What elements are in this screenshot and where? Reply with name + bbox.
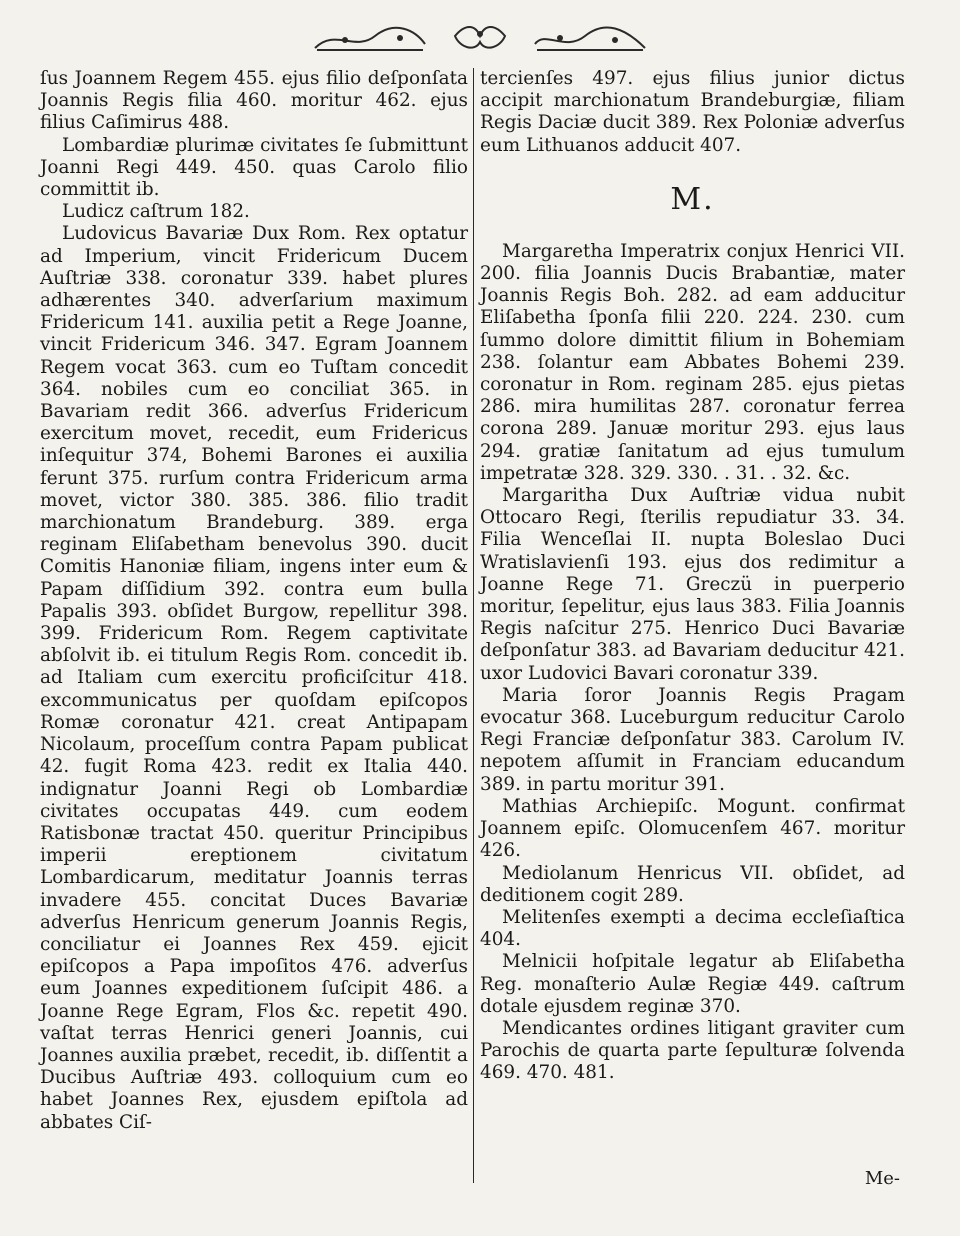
- index-entry: Lombardiæ plurimæ civitates ſe ſubmittunt Joanni Regi 449. 450. quas Carolo filio committit ib.: [40, 134, 468, 201]
- catchword: Me-: [864, 1168, 900, 1189]
- index-entry: Ludovicus Bavariæ Dux Rom. Rex optatur ad Imperium, vincit Fridericum Ducem Auſtriæ 338. coronatur 339. habet plures adhærentes 340. adverſarium maximum Fridericum 141. auxilia petit a Rege Joanne, vincit Fridericum 346. 347. Egram Joannem Regem vocat 363. cum eo Tuſtam concedit 364. nobiles cum eo conciliat 365. in Bavariam redit 366. adverſus Fridericum exercitum movet, recedit, eum Fridericus inſequitur 374, Bohemi Barones ei auxilia ferunt 375. rurſum contra Fridericum arma movet, victor 380. 385. 386. filio tradit marchionatum Brandeburg. 389. erga reginam Eliſabetham benevolus 390. ducit Comitis Hanoniæ filiam, ingens inter eum & Papam diſſidium 392. contra eum bulla Papalis 393. obſidet Burgow, repellitur 398. 399. Fridericum Rom. Regem captivitate abſolvit ib. ei titulum Regis Rom. concedit ib. ad Italiam cum exercitu proficiſcitur 418. excommunicatus per quoſdam epiſcopos Romæ coronatur 421. creat Antipapam Nicolaum, proceſſum contra Papam publicat 42. fugit Roma 423. redit ex Italia 440. indignatur Joanni Regi ob Lombardiæ civitates occupatas 449. cum eodem Ratisbonæ tractat 450. queritur Principibus imperii ereptionem civitatum Lombardicarum, meditatur Joannis terras invadere 455. concitat Duces Bavariæ adverſus Henricum generum Joannis Regis, conciliatur ei Joannes Rex 459. ejicit epiſcopos a Papa impoſitos 476. adverſus eum Joannes expeditionem ſuſcipit 486. a Joanne Rege Egram, Flos &c. repetit 490. vaſtat terras Henrici generi Joannis, cui Joannes auxilia præbet, recedit, ib. diſſentit a Ducibus Auſtriæ 493. colloquium cum eo habet Joannes Rex, ejusdem epiſtola ad abbates Ciſ-: [40, 223, 468, 1133]
- index-entry: Margaritha Dux Auſtriæ vidua nubit Ottocaro Regi, ſterilis repudiatur 33. 34. Filia Wenceſlai II. nupta Boleslao Duci Wratislavienſi 193. ejus dos redimitur a Joanne Rege 71. Greczü in puerperio moritur, ſepelitur, ejus laus 383. Filia Joannis Regis naſcitur 275. Henrico Duci Bavariæ deſponſatur 383. ad Bavariam deducitur 421. uxor Ludovici Bavari coronatur 339.: [480, 485, 905, 684]
- index-entry: Maria ſoror Joannis Regis Pragam evocatur 368. Luceburgum reducitur Carolo Regi Franciæ deſponſatur 383. Carolum IV. nepotem aſſumit in Franciam educandum 389. in partu moritur 391.: [480, 684, 905, 795]
- index-entry: Mathias Archiepiſc. Mogunt. confirmat Joannem epiſc. Olomucenſem 467. moritur 426.: [480, 795, 905, 862]
- index-entry: Melnicii hoſpitale legatur ab Eliſabetha Reg. monaſterio Aulæ Regiæ 449. caſtrum dotale ejusdem reginæ 370.: [480, 951, 905, 1017]
- index-entry: Ludicz caſtrum 182.: [62, 201, 250, 223]
- index-column-right: [480, 68, 905, 1085]
- decorative-headpiece-icon: [305, 22, 655, 58]
- index-column-left: [40, 68, 468, 1134]
- index-entry: Margaretha Imperatrix conjux Henrici VII. 200. filia Joannis Ducis Brabantiæ, mater Joannis Regis Boh. 282. ad eam adducitur Eliſabetha ſponſa filii 220. 224. 230. cum ſummo dolore dimittit filium in Bohemiam 238. ſolantur eam Abbates Bohemi 239. coronatur in Rom. reginam 285. ejus pietas 286. mira humilitas 287. coronatur ferrea corona 289. Januæ moritur 293. ejus laus 294. gratiæ ſanitatum ad ejus tumulum impetratæ 328. 329. 330. . 31. . 32. &c.: [480, 240, 905, 484]
- section-letter: M.: [670, 181, 715, 217]
- index-entry: ſus Joannem Regem 455. ejus filio deſponſata Joannis Regis filia 460. moritur 462. ejus filius Caſimirus 488.: [40, 68, 468, 134]
- index-entry-continuation: tercienſes 497. ejus filius junior dictus accipit marchionatum Brandeburgiæ, filiam Regis Daciæ ducit 389. Rex Poloniæ adverſus eum Lithuanos adducit 407.: [480, 68, 905, 156]
- index-entry: Mediolanum Henricus VII. obſidet, ad deditionem cogit 289.: [480, 862, 905, 906]
- column-divider: [473, 68, 474, 1183]
- index-entry: Mendicantes ordines litigant graviter cum Parochis de quarta parte ſepulturæ ſolvenda 469. 470. 481.: [480, 1017, 905, 1084]
- index-entry: Melitenſes exempti a decima eccleſiaſtica 404.: [480, 906, 905, 951]
